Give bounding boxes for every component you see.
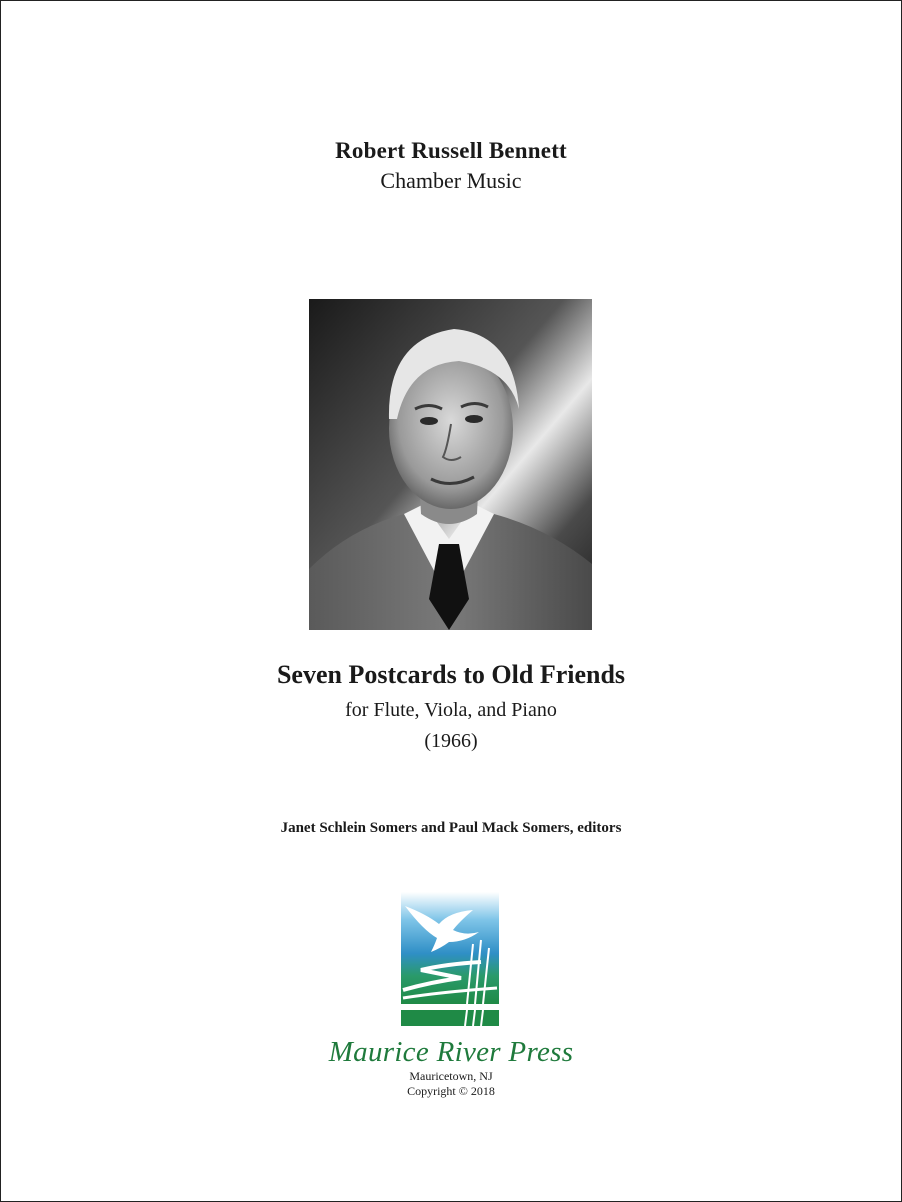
publisher-location: Mauricetown, NJ <box>409 1069 493 1083</box>
bird-river-logo <box>401 892 499 1026</box>
composer-name: Robert Russell Bennett <box>335 138 567 163</box>
instrumentation: for Flute, Viola, and Piano <box>345 699 557 721</box>
series-title: Chamber Music <box>380 168 522 193</box>
portrait-photo <box>309 299 592 630</box>
work-title: Seven Postcards to Old Friends <box>276 660 626 689</box>
editors-credit: Janet Schlein Somers and Paul Mack Somers, editors <box>280 820 622 836</box>
copyright-notice: Copyright © 2018 <box>407 1084 495 1098</box>
composition-year: (1966) <box>424 730 478 752</box>
publisher-name: Maurice River Press <box>328 1036 574 1068</box>
